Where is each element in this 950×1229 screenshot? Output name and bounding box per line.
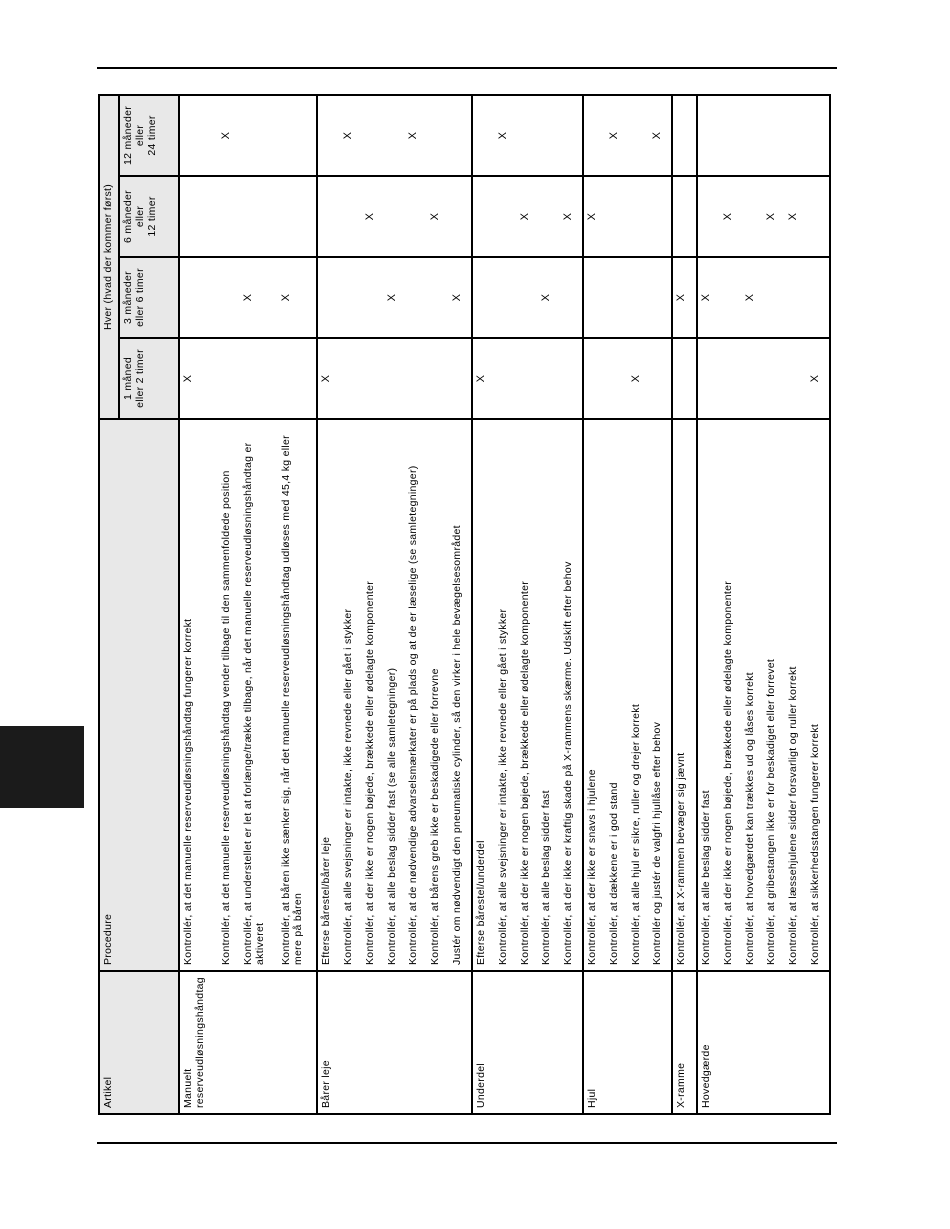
table-row bbox=[742, 95, 764, 1114]
table-row bbox=[517, 95, 539, 1114]
interval-mark-cell bbox=[340, 176, 362, 257]
article-cell bbox=[560, 971, 583, 1114]
interval-mark-cell bbox=[317, 257, 340, 338]
interval-mark-cell bbox=[785, 95, 807, 176]
interval-mark-cell bbox=[672, 338, 696, 419]
interval-mark-cell bbox=[742, 176, 764, 257]
interval-mark-cell: X bbox=[538, 257, 560, 338]
interval-mark-cell bbox=[472, 257, 495, 338]
interval-mark-cell bbox=[720, 338, 742, 419]
article-cell bbox=[628, 971, 650, 1114]
procedure-cell: Kontrollér, at alle beslag sidder fast (se alle samletegninger) bbox=[384, 419, 406, 971]
article-label: Hovedgærde bbox=[699, 1044, 712, 1108]
procedure-cell: Kontrollér, at der ikke er snavs i hjulene bbox=[583, 419, 606, 971]
table-row bbox=[472, 95, 495, 1114]
article-cell bbox=[672, 971, 696, 1114]
interval-mark-cell bbox=[495, 338, 517, 419]
procedure-cell: Kontrollér, at alle hjul er sikre, ruller og drejer korrekt bbox=[628, 419, 650, 971]
interval-mark-cell: X bbox=[583, 176, 606, 257]
interval-mark-cell bbox=[720, 95, 742, 176]
procedure-cell: Efterse bårestel/bårer leje bbox=[317, 419, 340, 971]
interval-mark-cell: X bbox=[240, 257, 278, 338]
header-interval-1 bbox=[119, 338, 179, 419]
interval-mark-cell: X bbox=[517, 176, 539, 257]
interval-mark-cell bbox=[697, 338, 720, 419]
interval-mark-cell bbox=[649, 338, 672, 419]
interval-mark-cell bbox=[517, 338, 539, 419]
interval-label-line: eller bbox=[134, 205, 146, 228]
interval-mark-cell bbox=[449, 95, 472, 176]
table-row bbox=[785, 95, 807, 1114]
table-row bbox=[449, 95, 472, 1114]
article-cell bbox=[785, 971, 807, 1114]
interval-label-line: eller 6 timer bbox=[134, 268, 146, 327]
procedure-cell: Efterse bårestel/underdel bbox=[472, 419, 495, 971]
article-cell bbox=[240, 971, 278, 1114]
interval-mark-cell: X bbox=[218, 95, 240, 176]
interval-mark-cell bbox=[472, 176, 495, 257]
interval-mark-cell bbox=[560, 338, 583, 419]
article-cell bbox=[517, 971, 539, 1114]
article-label: Manuelt bbox=[182, 1068, 194, 1108]
interval-mark-cell bbox=[218, 176, 240, 257]
procedure-cell: Kontrollér, at båren ikke sænker sig, når det manuelle reserveudløsningshåndtag udløses med 45,4 kg eller mere på båren bbox=[278, 419, 317, 971]
interval-mark-cell bbox=[384, 95, 406, 176]
header-article: Artikel bbox=[99, 971, 179, 1114]
procedure-cell: Kontrollér, at alle beslag sidder fast bbox=[697, 419, 720, 971]
article-cell bbox=[405, 971, 427, 1114]
interval-mark-cell bbox=[742, 95, 764, 176]
interval-mark-cell bbox=[538, 95, 560, 176]
interval-mark-cell bbox=[649, 257, 672, 338]
interval-mark-cell bbox=[449, 176, 472, 257]
header-interval-3 bbox=[119, 176, 179, 257]
top-rule bbox=[97, 67, 837, 69]
interval-mark-cell bbox=[427, 257, 449, 338]
interval-label-line: 3 måneder bbox=[122, 271, 134, 324]
interval-mark-cell: X bbox=[628, 338, 650, 419]
table-row bbox=[560, 95, 583, 1114]
interval-mark-cell: X bbox=[362, 176, 384, 257]
interval-mark-cell bbox=[362, 338, 384, 419]
bottom-rule bbox=[97, 1142, 837, 1144]
interval-mark-cell bbox=[405, 338, 427, 419]
interval-mark-cell bbox=[697, 176, 720, 257]
interval-mark-cell bbox=[427, 338, 449, 419]
interval-mark-cell bbox=[179, 257, 218, 338]
interval-mark-cell bbox=[340, 257, 362, 338]
table-row bbox=[240, 95, 278, 1114]
article-label: X-ramme bbox=[675, 1062, 688, 1108]
interval-mark-cell bbox=[179, 176, 218, 257]
interval-mark-cell bbox=[538, 338, 560, 419]
procedure-cell: Kontrollér, at X-rammen bevæger sig jævnt bbox=[672, 419, 696, 971]
interval-mark-cell bbox=[495, 257, 517, 338]
interval-mark-cell bbox=[317, 176, 340, 257]
interval-mark-cell bbox=[606, 257, 628, 338]
interval-mark-cell bbox=[628, 257, 650, 338]
interval-mark-cell: X bbox=[449, 257, 472, 338]
interval-mark-cell bbox=[538, 176, 560, 257]
article-cell bbox=[606, 971, 628, 1114]
interval-mark-cell bbox=[720, 257, 742, 338]
interval-mark-cell bbox=[218, 257, 240, 338]
maintenance-table-rotated bbox=[98, 96, 831, 1115]
interval-mark-cell: X bbox=[384, 257, 406, 338]
interval-mark-cell bbox=[628, 95, 650, 176]
procedure-cell: Kontrollér, at sikkerhedsstangen fungerer korrekt bbox=[807, 419, 830, 971]
interval-mark-cell bbox=[763, 338, 785, 419]
interval-mark-cell: X bbox=[405, 95, 427, 176]
procedure-cell: Kontrollér, at understellet er let at forlænge/trække tilbage, når det manuelle reserveudløsningshåndtag er aktiveret bbox=[240, 419, 278, 971]
interval-mark-cell bbox=[240, 95, 278, 176]
interval-mark-cell: X bbox=[278, 257, 317, 338]
table-row bbox=[697, 95, 720, 1114]
table-row bbox=[317, 95, 340, 1114]
article-cell bbox=[583, 971, 606, 1114]
table-row bbox=[672, 95, 696, 1114]
interval-mark-cell bbox=[807, 257, 830, 338]
procedure-cell: Kontrollér, at der ikke er nogen bøjede, brækkede eller ødelagte komponenter bbox=[517, 419, 539, 971]
interval-mark-cell bbox=[560, 257, 583, 338]
article-cell bbox=[427, 971, 449, 1114]
interval-mark-cell: X bbox=[427, 176, 449, 257]
interval-mark-cell: X bbox=[560, 176, 583, 257]
article-cell bbox=[362, 971, 384, 1114]
interval-mark-cell bbox=[218, 338, 240, 419]
interval-mark-cell: X bbox=[742, 257, 764, 338]
interval-mark-cell: X bbox=[649, 95, 672, 176]
interval-mark-cell bbox=[340, 338, 362, 419]
table-row bbox=[720, 95, 742, 1114]
article-label: Hjul bbox=[586, 1088, 598, 1108]
article-cell bbox=[179, 971, 218, 1114]
interval-mark-cell bbox=[384, 338, 406, 419]
article-cell bbox=[218, 971, 240, 1114]
article-cell bbox=[340, 971, 362, 1114]
interval-mark-cell bbox=[606, 176, 628, 257]
interval-mark-cell bbox=[672, 95, 696, 176]
procedure-cell: Kontrollér, at alle svejsninger er intakte, ikke revnede eller gået i stykker bbox=[495, 419, 517, 971]
interval-mark-cell bbox=[785, 257, 807, 338]
interval-mark-cell bbox=[278, 95, 317, 176]
header-interval-2 bbox=[119, 257, 179, 338]
header-interval-4 bbox=[119, 95, 179, 176]
interval-mark-cell bbox=[495, 176, 517, 257]
article-cell bbox=[697, 971, 720, 1114]
interval-mark-cell: X bbox=[720, 176, 742, 257]
interval-mark-cell bbox=[405, 176, 427, 257]
procedure-cell: Kontrollér, at det manuelle reserveudløsningshåndtag fungerer korrekt bbox=[179, 419, 218, 971]
article-cell bbox=[278, 971, 317, 1114]
article-label: Bårer leje bbox=[320, 1060, 333, 1108]
interval-mark-cell bbox=[785, 338, 807, 419]
article-cell bbox=[763, 971, 785, 1114]
interval-mark-cell: X bbox=[179, 338, 218, 419]
interval-mark-cell bbox=[807, 95, 830, 176]
procedure-cell: Kontrollér, at dækkene er i god stand bbox=[606, 419, 628, 971]
interval-mark-cell: X bbox=[472, 338, 495, 419]
table-row bbox=[628, 95, 650, 1114]
table-row bbox=[218, 95, 240, 1114]
interval-mark-cell bbox=[449, 338, 472, 419]
interval-mark-cell bbox=[583, 338, 606, 419]
interval-label-line: 6 måneder bbox=[122, 190, 134, 243]
table-row bbox=[362, 95, 384, 1114]
table-row bbox=[278, 95, 317, 1114]
table-row bbox=[583, 95, 606, 1114]
interval-mark-cell: X bbox=[697, 257, 720, 338]
table-row bbox=[649, 95, 672, 1114]
header-interval: Hver (hvad der kommer først) bbox=[99, 95, 119, 419]
interval-mark-cell bbox=[697, 95, 720, 176]
interval-label-line: 24 timer bbox=[146, 115, 158, 156]
interval-mark-cell: X bbox=[340, 95, 362, 176]
procedure-cell: Kontrollér og justér de valgfri hjullåse efter behov bbox=[649, 419, 672, 971]
procedure-cell: Kontrollér, at de nødvendige advarselsmærkater er på plads og at de er læselige (se samletegninger) bbox=[405, 419, 427, 971]
interval-mark-cell: X bbox=[763, 176, 785, 257]
header-procedure: Procedure bbox=[99, 419, 179, 971]
article-cell bbox=[472, 971, 495, 1114]
interval-mark-cell bbox=[278, 338, 317, 419]
interval-mark-cell bbox=[517, 257, 539, 338]
interval-mark-cell bbox=[606, 338, 628, 419]
section-tab-marker bbox=[0, 726, 84, 808]
article-cell bbox=[742, 971, 764, 1114]
interval-mark-cell bbox=[583, 95, 606, 176]
article-label: reserveudløsningshåndtag bbox=[194, 977, 206, 1108]
table-row bbox=[384, 95, 406, 1114]
maintenance-schedule-table bbox=[98, 94, 831, 1115]
interval-mark-cell bbox=[317, 95, 340, 176]
interval-mark-cell: X bbox=[807, 338, 830, 419]
interval-mark-cell: X bbox=[317, 338, 340, 419]
interval-mark-cell bbox=[560, 95, 583, 176]
interval-mark-cell bbox=[405, 257, 427, 338]
article-cell bbox=[649, 971, 672, 1114]
procedure-cell: Kontrollér, at der ikke er nogen bøjede, brækkede eller ødelagte komponenter bbox=[362, 419, 384, 971]
interval-mark-cell: X bbox=[785, 176, 807, 257]
table-row bbox=[495, 95, 517, 1114]
interval-label-line: eller bbox=[134, 124, 146, 147]
procedure-cell: Kontrollér, at der ikke er nogen bøjede, brækkede eller ødelagte komponenter bbox=[720, 419, 742, 971]
article-cell bbox=[807, 971, 830, 1114]
table-row bbox=[405, 95, 427, 1114]
interval-mark-cell bbox=[517, 95, 539, 176]
procedure-cell: Kontrollér, at læssehjulene sidder forsvarligt og ruller korrekt bbox=[785, 419, 807, 971]
article-label: Underdel bbox=[474, 1062, 487, 1108]
interval-mark-cell bbox=[427, 95, 449, 176]
table-row bbox=[179, 95, 218, 1114]
table-row bbox=[340, 95, 362, 1114]
table-row bbox=[807, 95, 830, 1114]
interval-mark-cell: X bbox=[672, 257, 696, 338]
procedure-cell: Kontrollér, at alle beslag sidder fast bbox=[538, 419, 560, 971]
interval-label-line: 1 måned bbox=[122, 357, 134, 400]
interval-mark-cell bbox=[362, 257, 384, 338]
article-cell bbox=[538, 971, 560, 1114]
interval-label-line: 12 timer bbox=[146, 196, 158, 237]
interval-mark-cell bbox=[742, 338, 764, 419]
article-cell bbox=[495, 971, 517, 1114]
article-cell bbox=[384, 971, 406, 1114]
interval-mark-cell bbox=[628, 176, 650, 257]
procedure-cell: Kontrollér, at der ikke er kraftig skade på X-rammens skærme. Udskift efter behov bbox=[560, 419, 583, 971]
article-cell bbox=[317, 971, 340, 1114]
interval-mark-cell bbox=[240, 176, 278, 257]
interval-mark-cell bbox=[384, 176, 406, 257]
interval-label-line: eller 2 timer bbox=[134, 349, 146, 408]
interval-mark-cell bbox=[179, 95, 218, 176]
interval-mark-cell bbox=[583, 257, 606, 338]
interval-mark-cell bbox=[763, 257, 785, 338]
procedure-cell: Kontrollér, at alle svejsninger er intakte, ikke revnede eller gået i stykker bbox=[340, 419, 362, 971]
interval-mark-cell bbox=[278, 176, 317, 257]
table-row bbox=[427, 95, 449, 1114]
procedure-cell: Justér om nødvendigt den pneumatiske cylinder, så den virker i hele bevægelsesområdet bbox=[449, 419, 472, 971]
procedure-cell: Kontrollér, at bårens greb ikke er beskadigede eller forrevne bbox=[427, 419, 449, 971]
interval-mark-cell bbox=[763, 95, 785, 176]
interval-mark-cell bbox=[672, 176, 696, 257]
interval-mark-cell bbox=[807, 176, 830, 257]
procedure-cell: Kontrollér, at det manuelle reserveudløsningshåndtag vender tilbage til den sammenfoldede position bbox=[218, 419, 240, 971]
interval-mark-cell bbox=[362, 95, 384, 176]
interval-mark-cell: X bbox=[606, 95, 628, 176]
table-row bbox=[606, 95, 628, 1114]
procedure-cell: Kontrollér, at gribestangen ikke er for beskadiget eller forrevet bbox=[763, 419, 785, 971]
table-row bbox=[538, 95, 560, 1114]
table-row bbox=[763, 95, 785, 1114]
procedure-cell: Kontrollér, at hovedgærdet kan trækkes ud og låses korrekt bbox=[742, 419, 764, 971]
article-cell bbox=[720, 971, 742, 1114]
interval-mark-cell bbox=[649, 176, 672, 257]
interval-label-line: 12 måneder bbox=[122, 105, 134, 166]
interval-mark-cell: X bbox=[495, 95, 517, 176]
interval-mark-cell bbox=[240, 338, 278, 419]
article-cell bbox=[449, 971, 472, 1114]
interval-mark-cell bbox=[472, 95, 495, 176]
